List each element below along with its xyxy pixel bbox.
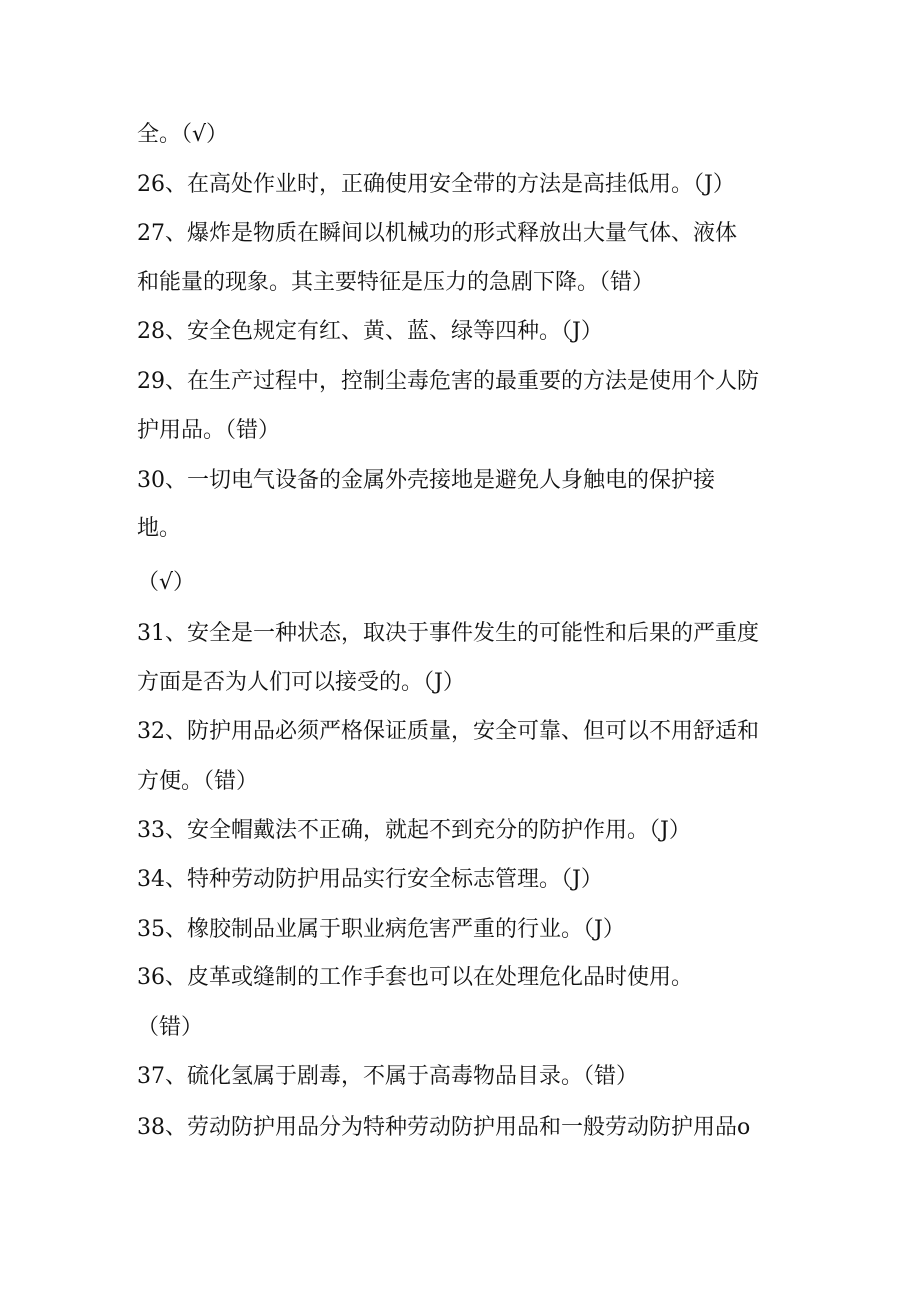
text-line: 26、在高处作业时，正确使用安全带的方法是高挂低用。（J） — [137, 172, 735, 197]
text-line: 31、安全是一种状态，取决于事件发生的可能性和后果的严重度 — [137, 621, 759, 646]
text-line: 34、特种劳动防护用品实行安全标志管理。（J） — [137, 867, 603, 892]
text-line: 28、安全色规定有红、黄、蓝、绿等四种。（J） — [137, 319, 603, 344]
text-line: （错） — [137, 1015, 204, 1040]
text-line: 30、一切电气设备的金属外壳接地是避免人身触电的保护接 — [137, 468, 715, 493]
text-line: 38、劳动防护用品分为特种劳动防护用品和一般劳动防护用品o — [137, 1115, 751, 1140]
text-line: 护用品。（错） — [137, 418, 281, 443]
text-line: 29、在生产过程中，控制尘毒危害的最重要的方法是使用个人防 — [137, 369, 759, 394]
text-line: 27、爆炸是物质在瞬间以机械功的形式释放出大量气体、液体 — [137, 221, 737, 246]
text-line: 地。 — [137, 516, 182, 541]
text-line: （√） — [137, 570, 196, 595]
text-line: 33、安全帽戴法不正确，就起不到充分的防护作用。（J） — [137, 818, 691, 843]
text-line: 方便。（错） — [137, 769, 259, 794]
text-line: 35、橡胶制品业属于职业病危害严重的行业。（J） — [137, 917, 625, 942]
text-line: 方面是否为人们可以接受的。（J） — [137, 670, 465, 695]
text-line: 32、防护用品必须严格保证质量，安全可靠、但可以不用舒适和 — [137, 719, 759, 744]
text-line: 36、皮革或缝制的工作手套也可以在处理危化品时使用。 — [137, 965, 693, 990]
text-line: 37、硫化氢属于剧毒，不属于高毒物品目录。（错） — [137, 1064, 638, 1089]
text-line: 和能量的现象。其主要特征是压力的急剧下降。（错） — [137, 270, 655, 295]
text-line: 全。（√） — [137, 122, 229, 147]
